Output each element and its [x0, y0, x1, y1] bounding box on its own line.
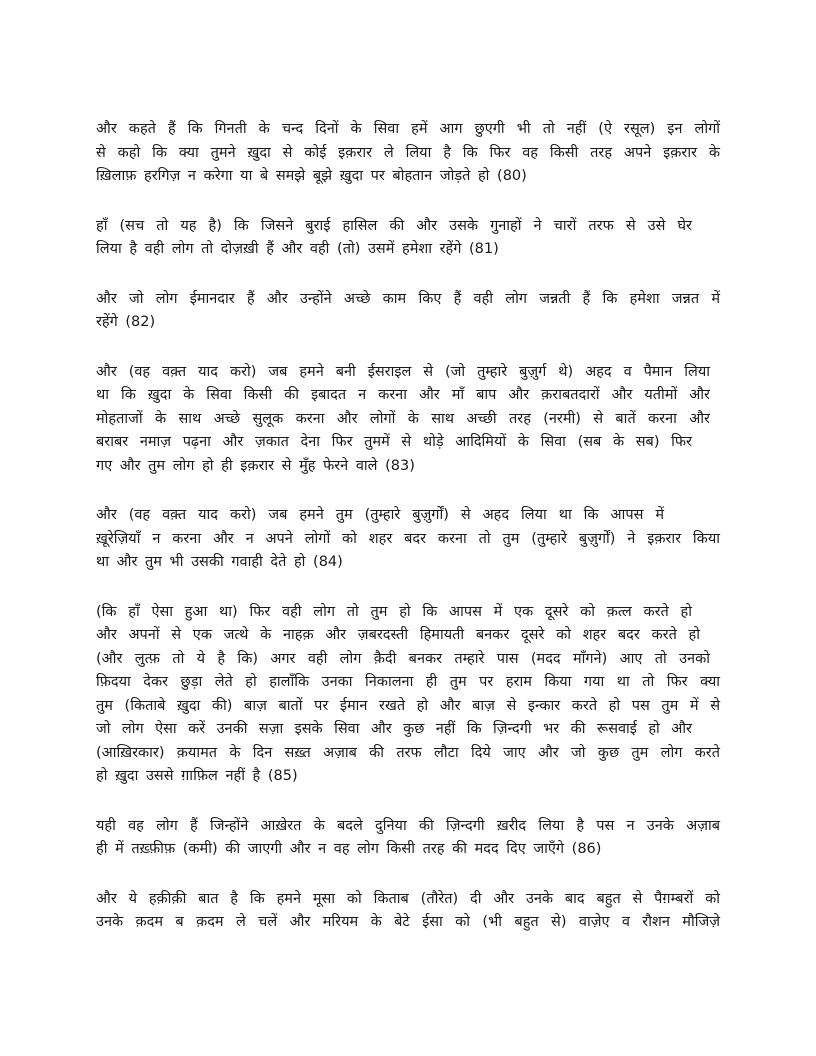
text-line: फ़िदया देकर छुड़ा लेते हो हालाँकि उनका निकालना ही तुम पर हराम किया गया था तो फिर क्या — [96, 674, 720, 690]
text-line: और जो लोग ईमानदार हैं और उन्होंने अच्छे काम किए हैं वही लोग जन्नती हैं कि हमेशा जन्नत में — [96, 290, 720, 307]
paragraph-verse-81 — [96, 215, 720, 262]
paragraph-verse-87 — [96, 888, 720, 935]
text-line: तुम (किताबे ख़ुदा की) बाज़ बातों पर ईमान रखते हो और बाज़ से इन्कार करते हो पस तुम में से — [96, 697, 720, 714]
paragraph-verse-80 — [96, 118, 720, 189]
text-line: और (वह वक़्त याद करो) जब हमने बनी ईसराइल से (जो तुम्हारे बुज़ुर्ग थे) अहद व पैमान लिया — [96, 363, 710, 380]
text-line: ख़िलाफ़ हरगिज़ न करेगा या बे समझे बूझे ख़ुदा पर बोहतान जोड़ते हो (80) — [96, 168, 527, 184]
text-line: था कि ख़ुदा के सिवा किसी की इबादत न करना और माँ बाप और क़राबतदारों और यतीमों और — [96, 387, 710, 403]
paragraph-verse-82 — [96, 288, 720, 335]
paragraph-verse-84 — [96, 504, 720, 575]
paragraph-verse-83 — [96, 361, 720, 479]
document-body — [96, 118, 720, 961]
text-line: हाँ (सच तो यह है) कि जिसने बुराई हासिल की और उसके गुनाहों ने चारों तरफ से उसे घेर — [96, 217, 692, 234]
text-line: (कि हाँ ऐसा हुआ था) फिर वही लोग तो तुम हो कि आपस में एक दूसरे को क़त्ल करते हो — [96, 603, 692, 620]
text-line: उनके क़दम ब क़दम ले चलें और मरियम के बेटे ईसा को (भी बहुत से) वाज़ेए व रौशन मौजिज़े — [96, 914, 720, 930]
text-line: और ये हक़ीक़ी बात है कि हमने मूसा को किताब (तौरेत) दी और उनके बाद बहुत से पैग़म्बरों को — [96, 890, 720, 907]
text-line: (आख़िरकार) क़यामत के दिन सख़्त अज़ाब की तरफ लौटा दिये जाए और जो कुछ तुम लोग करते — [96, 744, 720, 761]
text-line: (और लुत्फ़ तो ये है कि) अगर वही लोग क़ैदी बनकर तम्हारे पास (मदद माँगने) आए तो उनको — [96, 650, 710, 667]
text-line: से कहो कि क्या तुमने ख़ुदा से कोई इक़रार ले लिया है कि फिर वह किसी तरह अपने इक़रार के — [96, 144, 720, 161]
text-line: मोहताजों के साथ अच्छे सुलूक करना और लोगों के साथ अच्छी तरह (नरमी) से बातें करना और — [96, 410, 710, 427]
text-line: हो ख़ुदा उससे ग़ाफ़िल नहीं है (85) — [96, 768, 298, 784]
paragraph-verse-85 — [96, 601, 720, 789]
text-line: और कहते हैं कि गिनती के चन्द दिनों के सिवा हमें आग छुएगी भी तो नहीं (ऐ रसूल) इन लोगों — [96, 121, 720, 137]
text-line: लिया है वही लोग तो दोज़ख़ी हैं और वही (तो) उसमें हमेशा रहेंगे (81) — [96, 241, 499, 257]
text-line: रहेंगे (82) — [96, 314, 156, 330]
text-line: और (वह वक़्त याद करो) जब हमने तुम (तुम्हारे बुज़ुर्गों) से अहद लिया था कि आपस में — [96, 507, 664, 523]
text-line: ही में तख़्फ़ीफ़ (कमी) की जाएगी और न वह लोग किसी तरह की मदद दिए जाएँगे (86) — [96, 841, 602, 857]
text-line: और अपनों से एक जत्थे के नाहक़ और ज़बरदस्ती हिमायती बनकर दूसरे को शहर बदर करते हो — [96, 627, 700, 643]
text-line: गए और तुम लोग हो ही इक़रार से मुँह फेरने वाले (83) — [96, 457, 415, 474]
text-line: था और तुम भी उसकी गवाही देते हो (84) — [96, 554, 343, 570]
text-line: यही वह लोग हैं जिन्होंने आख़ेरत के बदले दुनिया की ज़िन्दगी ख़रीद लिया है पस न उनके अज़ाब — [96, 817, 720, 834]
text-line: जो लोग ऐसा करें उनकी सज़ा इसके सिवा और कुछ नहीं कि ज़िन्दगी भर की रूसवाई हो और — [96, 721, 692, 737]
text-line: बराबर नमाज़ पढ़ना और ज़कात देना फिर तुममें से थोड़े आदिमियों के सिवा (सब के सब) फिर — [96, 434, 692, 450]
text-line: ख़ूरेज़ियाँ न करना और न अपने लोगों को शहर बदर करना तो तुम (तुम्हारे बुज़ुर्गों) ने इक़रार किया — [96, 530, 720, 547]
paragraph-verse-86 — [96, 815, 720, 862]
